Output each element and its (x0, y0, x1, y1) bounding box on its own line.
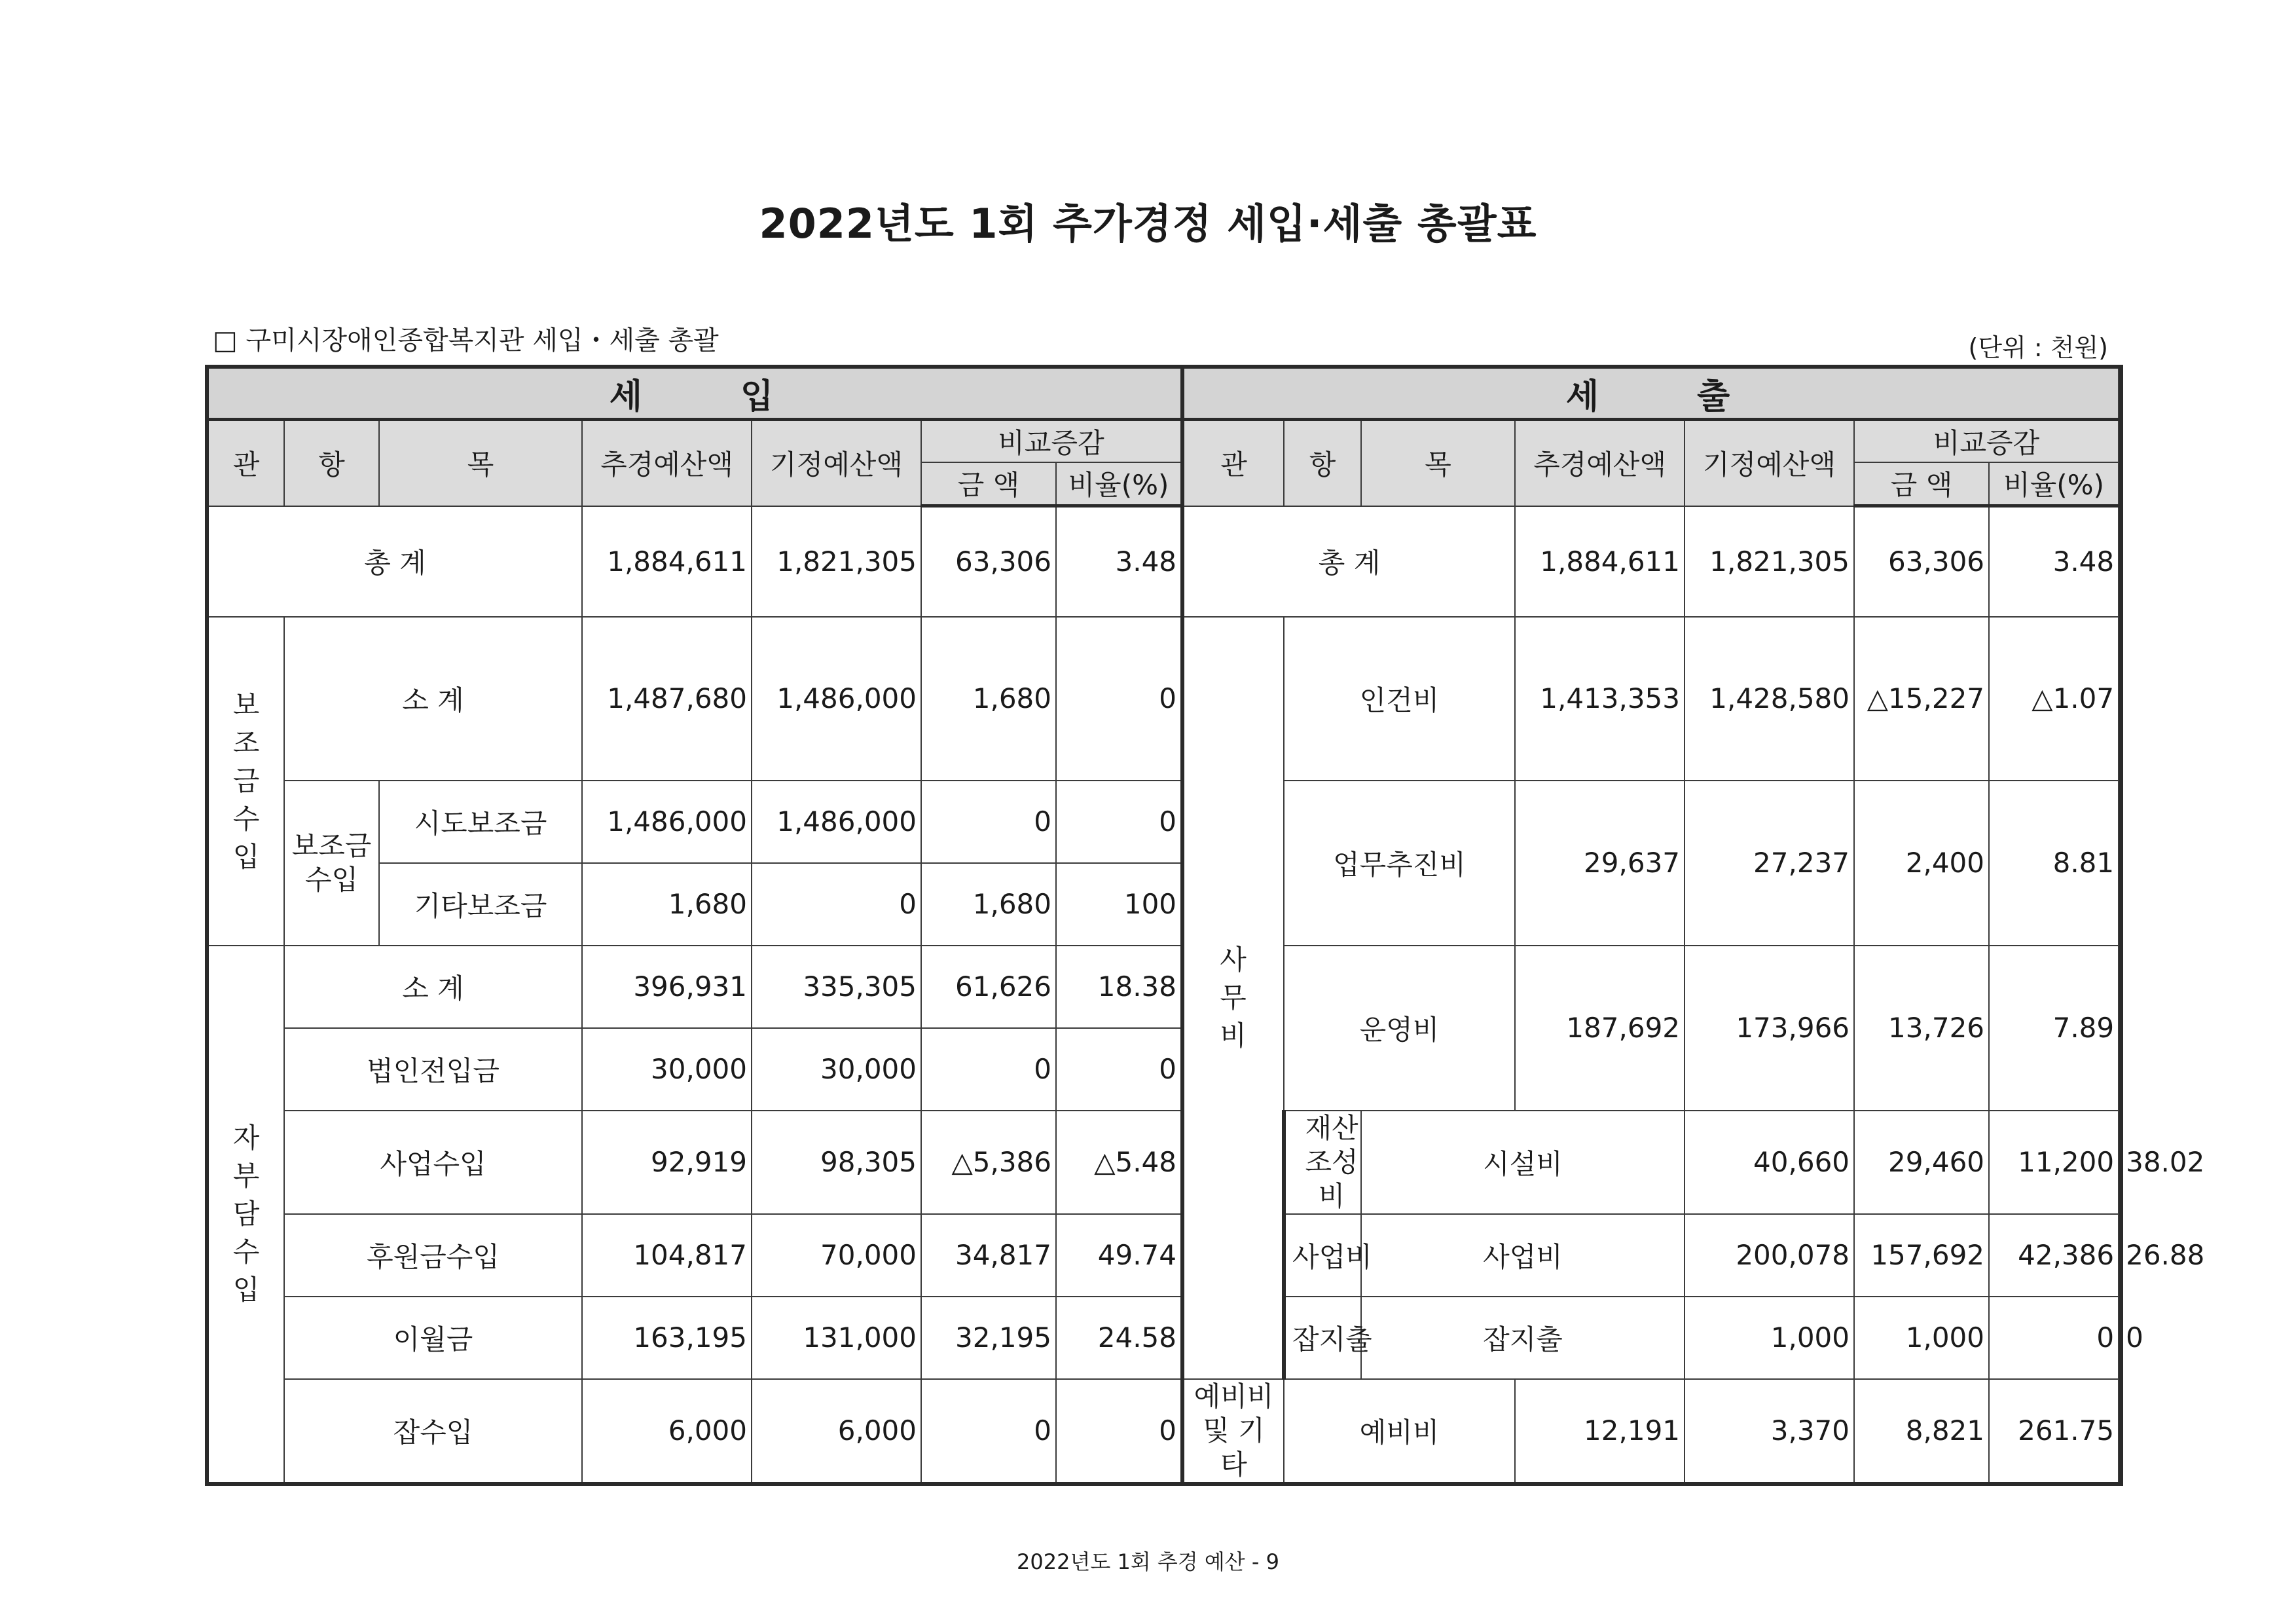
expense-personnel-existing: 1,428,580 (1685, 617, 1854, 781)
misc-income-revised: 6,000 (582, 1379, 752, 1484)
expense-operation-existing: 173,966 (1685, 946, 1854, 1111)
header-existing: 기정예산액 (1685, 420, 1854, 506)
expense-personnel-revised: 1,413,353 (1515, 617, 1685, 781)
expense-project-revised: 200,078 (1685, 1214, 1854, 1297)
expense-gwan-project: 사업비 (1284, 1214, 1361, 1297)
city-subsidy-revised: 1,486,000 (582, 781, 752, 863)
expense-misc-existing: 1,000 (1854, 1297, 1989, 1379)
subsidy-subtotal-existing: 1,486,000 (752, 617, 921, 781)
expense-gwan-reserve: 예비비 및 기타 (1182, 1379, 1284, 1484)
revenue-misc-income: 잡수입 (284, 1379, 582, 1484)
expense-reserve-ratio: 261.75 (1989, 1379, 2119, 1484)
revenue-gwan-self: 자부담수입 (207, 946, 284, 1484)
self-subtotal-existing: 335,305 (752, 946, 921, 1028)
header-compare: 비교증감 (921, 420, 1182, 462)
self-subtotal-ratio: 18.38 (1056, 946, 1182, 1028)
other-subsidy-revised: 1,680 (582, 863, 752, 946)
revenue-total-existing: 1,821,305 (752, 506, 921, 617)
revenue-gwan-subsidy: 보조금수입 (207, 617, 284, 946)
expense-total-existing: 1,821,305 (1685, 506, 1854, 617)
subsidy-subtotal-amount: 1,680 (921, 617, 1056, 781)
header-gwan: 관 (1182, 420, 1284, 506)
business-income-ratio: △5.48 (1056, 1111, 1182, 1214)
expense-reserve-existing: 3,370 (1685, 1379, 1854, 1484)
expense-total-revised: 1,884,611 (1515, 506, 1685, 617)
revenue-mok-city-subsidy: 시도보조금 (379, 781, 582, 863)
expense-facility-existing: 29,460 (1854, 1111, 1989, 1214)
expense-mok-personnel: 인건비 (1284, 617, 1515, 781)
expense-reserve-amount: 8,821 (1854, 1379, 1989, 1484)
other-subsidy-amount: 1,680 (921, 863, 1056, 946)
page-footer: 2022년도 1회 추경 예산 - 9 (1017, 1549, 1279, 1574)
donation-income-ratio: 49.74 (1056, 1214, 1182, 1297)
header-amount: 금 액 (1854, 462, 1989, 506)
revenue-carryover: 이월금 (284, 1297, 582, 1379)
revenue-total-revised: 1,884,611 (582, 506, 752, 617)
expense-facility-ratio: 38.02 (2119, 1111, 2121, 1214)
header-hang: 항 (284, 420, 379, 506)
page-title: 2022년도 1회 추가경정 세입·세출 총괄표 (759, 200, 1537, 248)
other-subsidy-ratio: 100 (1056, 863, 1182, 946)
carryover-revised: 163,195 (582, 1297, 752, 1379)
donation-income-revised: 104,817 (582, 1214, 752, 1297)
carryover-amount: 32,195 (921, 1297, 1056, 1379)
header-ratio: 비율(%) (1989, 462, 2119, 506)
revenue-hang-subsidy: 보조금수입 (284, 781, 379, 946)
corporate-transfer-amount: 0 (921, 1028, 1056, 1111)
header-ratio: 비율(%) (1056, 462, 1182, 506)
revenue-corporate-transfer: 법인전입금 (284, 1028, 582, 1111)
expense-mok-reserve: 예비비 (1284, 1379, 1515, 1484)
expense-total-ratio: 3.48 (1989, 506, 2119, 617)
expense-total-label: 총 계 (1182, 506, 1515, 617)
expense-personnel-ratio: △1.07 (1989, 617, 2119, 781)
self-subtotal-revised: 396,931 (582, 946, 752, 1028)
expense-section-header: 세출 (1182, 367, 2119, 420)
revenue-business-income: 사업수입 (284, 1111, 582, 1214)
business-income-existing: 98,305 (752, 1111, 921, 1214)
expense-gwan-misc: 잡지출 (1284, 1297, 1361, 1379)
carryover-existing: 131,000 (752, 1297, 921, 1379)
revenue-donation-income: 후원금수입 (284, 1214, 582, 1297)
revenue-total-ratio: 3.48 (1056, 506, 1182, 617)
expense-project-amount: 42,386 (1989, 1214, 2119, 1297)
expense-mok-project: 사업비 (1361, 1214, 1685, 1297)
expense-misc-amount: 0 (1989, 1297, 2119, 1379)
corporate-transfer-revised: 30,000 (582, 1028, 752, 1111)
subsidy-subtotal-label: 소 계 (284, 617, 582, 781)
misc-income-existing: 6,000 (752, 1379, 921, 1484)
header-amount: 금 액 (921, 462, 1056, 506)
city-subsidy-existing: 1,486,000 (752, 781, 921, 863)
budget-summary-table (205, 365, 2205, 1486)
header-hang: 항 (1284, 420, 1361, 506)
header-gwan: 관 (207, 420, 284, 506)
expense-facility-revised: 40,660 (1685, 1111, 1854, 1214)
revenue-total-amount: 63,306 (921, 506, 1056, 617)
subsidy-subtotal-ratio: 0 (1056, 617, 1182, 781)
expense-operation-amount: 13,726 (1854, 946, 1989, 1111)
expense-business-revised: 29,637 (1515, 781, 1685, 946)
header-compare: 비교증감 (1854, 420, 2119, 462)
revenue-section-header: 세입 (207, 367, 1182, 420)
expense-misc-ratio: 0 (2119, 1297, 2121, 1379)
header-revised: 추경예산액 (1515, 420, 1685, 506)
header-existing: 기정예산액 (752, 420, 921, 506)
misc-income-ratio: 0 (1056, 1379, 1182, 1484)
expense-business-ratio: 8.81 (1989, 781, 2119, 946)
donation-income-amount: 34,817 (921, 1214, 1056, 1297)
self-subtotal-amount: 61,626 (921, 946, 1056, 1028)
header-mok: 목 (379, 420, 582, 506)
expense-mok-business: 업무추진비 (1284, 781, 1515, 946)
expense-reserve-revised: 12,191 (1515, 1379, 1685, 1484)
subsidy-subtotal-revised: 1,487,680 (582, 617, 752, 781)
table-caption: □ 구미시장애인종합복지관 세입・세출 총괄 (213, 325, 719, 356)
other-subsidy-existing: 0 (752, 863, 921, 946)
expense-total-amount: 63,306 (1854, 506, 1989, 617)
city-subsidy-ratio: 0 (1056, 781, 1182, 863)
header-revised: 추경예산액 (582, 420, 752, 506)
business-income-amount: △5,386 (921, 1111, 1056, 1214)
expense-operation-ratio: 7.89 (1989, 946, 2119, 1111)
expense-mok-facility: 시설비 (1361, 1111, 1685, 1214)
revenue-mok-other-subsidy: 기타보조금 (379, 863, 582, 946)
expense-mok-operation: 운영비 (1284, 946, 1515, 1111)
expense-operation-revised: 187,692 (1515, 946, 1685, 1111)
expense-facility-amount: 11,200 (1989, 1111, 2119, 1214)
donation-income-existing: 70,000 (752, 1214, 921, 1297)
header-mok: 목 (1361, 420, 1515, 506)
expense-gwan-property: 재산조성비 (1284, 1111, 1361, 1214)
expense-mok-misc: 잡지출 (1361, 1297, 1685, 1379)
expense-personnel-amount: △15,227 (1854, 617, 1989, 781)
expense-gwan-office: 사무비 (1182, 617, 1284, 1379)
carryover-ratio: 24.58 (1056, 1297, 1182, 1379)
expense-misc-revised: 1,000 (1685, 1297, 1854, 1379)
misc-income-amount: 0 (921, 1379, 1056, 1484)
corporate-transfer-existing: 30,000 (752, 1028, 921, 1111)
expense-business-amount: 2,400 (1854, 781, 1989, 946)
expense-project-ratio: 26.88 (2119, 1214, 2121, 1297)
city-subsidy-amount: 0 (921, 781, 1056, 863)
corporate-transfer-ratio: 0 (1056, 1028, 1182, 1111)
expense-business-existing: 27,237 (1685, 781, 1854, 946)
business-income-revised: 92,919 (582, 1111, 752, 1214)
revenue-total-label: 총 계 (207, 506, 582, 617)
self-subtotal-label: 소 계 (284, 946, 582, 1028)
unit-label: (단위 : 천원) (1968, 333, 2108, 362)
expense-project-existing: 157,692 (1854, 1214, 1989, 1297)
